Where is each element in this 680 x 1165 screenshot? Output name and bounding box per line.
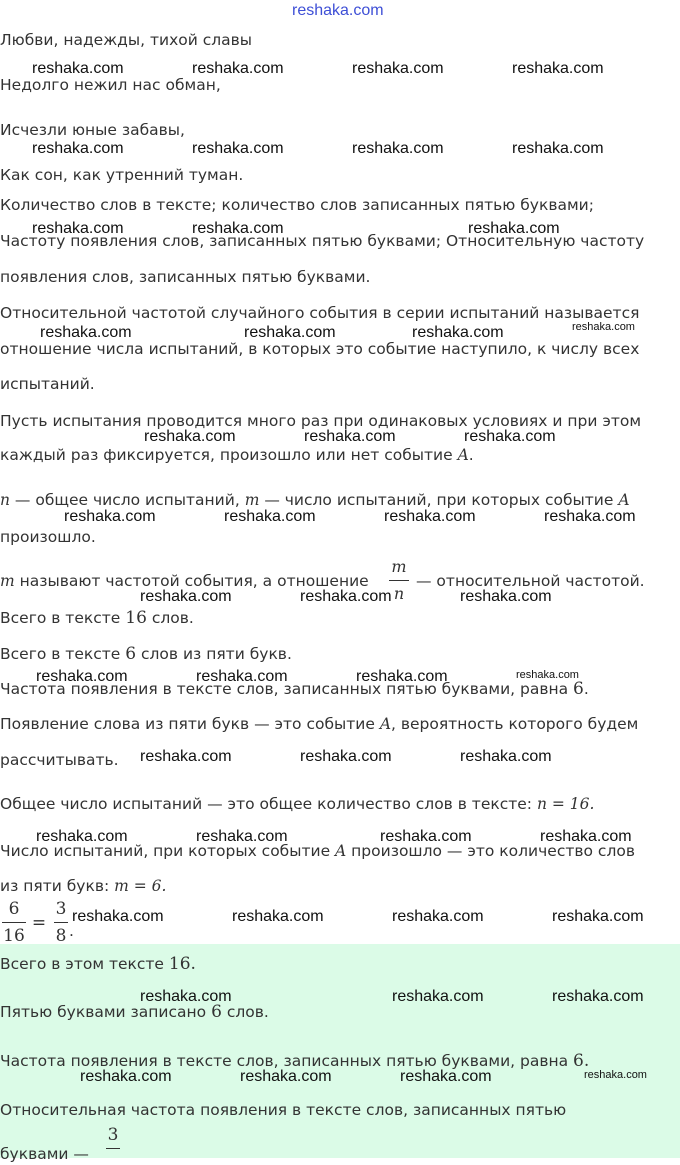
watermark: reshaka.com — [552, 908, 644, 925]
watermark: reshaka.com — [244, 324, 336, 341]
sol-3-num: 6 — [573, 679, 584, 699]
watermark: reshaka.com — [36, 668, 128, 685]
watermark: reshaka.com — [380, 828, 472, 845]
watermark: reshaka.com — [464, 428, 556, 445]
m2-var: m — [0, 572, 15, 590]
watermark: reshaka.com — [300, 748, 392, 765]
watermark: reshaka.com — [64, 508, 156, 525]
frac2-num: 3 — [55, 899, 67, 919]
sol-line-4 — [0, 713, 638, 735]
theory-p1: Пусть испытания проводится много раз при одинаковых условиях и при этом — [0, 412, 642, 430]
m-var: m — [244, 491, 260, 509]
watermark: reshaka.com — [512, 60, 604, 77]
watermark: reshaka.com — [352, 140, 444, 157]
task-line-2: Частоту появления слов, записанных пятью буквами; Относительную частоту — [0, 232, 645, 250]
rel-text: — относительной частотой. — [416, 572, 645, 590]
poem-line-3: Исчезли юные забавы, — [0, 121, 185, 139]
freq-text: называют частотой события, а отношение — [14, 572, 369, 590]
sol-8-text: из пяти букв: — [0, 877, 115, 895]
sol-line-8 — [0, 875, 166, 897]
watermark: reshaka.com — [192, 60, 284, 77]
watermark-small: reshaka.com — [516, 669, 579, 681]
sol-line-6 — [0, 793, 594, 815]
ans-3-text: Частота появления в тексте слов, записанных пятью буквами, равна — [0, 1052, 574, 1070]
frac1-den: 16 — [3, 926, 25, 946]
watermark: reshaka.com — [356, 668, 448, 685]
watermark: reshaka.com — [80, 1068, 172, 1085]
watermark-small: reshaka.com — [584, 1069, 647, 1081]
watermark: reshaka.com — [552, 988, 644, 1005]
watermark: reshaka.com — [32, 140, 124, 157]
ans-3-num: 6. — [573, 1051, 590, 1071]
frac2-bar — [54, 922, 68, 923]
watermark: reshaka.com — [192, 140, 284, 157]
watermark: reshaka.com — [140, 588, 232, 605]
theory-p2-text: каждый раз фиксируется, произошло или нет событие — [0, 446, 453, 464]
sol-4-end: , вероятность которого будем — [391, 715, 639, 733]
a-var: A — [618, 491, 630, 509]
def-line-1: Относительной частотой случайного события в серии испытаний называется — [0, 304, 640, 322]
frac-end: . — [69, 922, 74, 940]
sol-1-num: 16 — [125, 608, 147, 628]
watermark-small: reshaka.com — [572, 321, 635, 333]
sol-4-text: Появление слова из пяти букв — это событие — [0, 715, 380, 733]
watermark: reshaka.com — [304, 428, 396, 445]
task-line-1: Количество слов в тексте; количество слов записанных пятью буквами; — [0, 196, 594, 214]
poem-line-2: Недолго нежил нас обман, — [0, 76, 221, 94]
watermark: reshaka.com — [32, 60, 124, 77]
watermark: reshaka.com — [140, 988, 232, 1005]
watermark: reshaka.com — [384, 508, 476, 525]
watermark-top: reshaka.com — [292, 2, 384, 19]
ans-line-1 — [0, 953, 196, 975]
watermark: reshaka.com — [192, 220, 284, 237]
frac-eq-sign: = — [31, 913, 47, 933]
sol-2-num: 6 — [125, 644, 137, 664]
ans-1-text: Всего в этом тексте — [0, 955, 169, 973]
sol-1-end: слов. — [146, 609, 194, 627]
sol-line-2 — [0, 643, 292, 665]
def-line-2: отношение числа испытаний, в которых это событие наступило, к числу всех — [0, 340, 640, 358]
watermark: reshaka.com — [540, 828, 632, 845]
event-a-var: A — [457, 446, 469, 464]
watermark: reshaka.com — [392, 908, 484, 925]
watermark: reshaka.com — [140, 748, 232, 765]
n-var: n — [0, 491, 10, 509]
sol-2-end: слов из пяти букв. — [136, 645, 292, 663]
theory-happened: произошло. — [0, 528, 96, 546]
sol-4-var: A — [379, 715, 392, 733]
watermark: reshaka.com — [32, 220, 124, 237]
watermark: reshaka.com — [460, 588, 552, 605]
watermark: reshaka.com — [196, 828, 288, 845]
frac-m: m — [391, 557, 407, 576]
ans-2-num: 6 — [211, 1002, 222, 1022]
watermark: reshaka.com — [196, 668, 288, 685]
watermark: reshaka.com — [144, 428, 236, 445]
frac2-den: 8 — [55, 926, 67, 946]
watermark: reshaka.com — [392, 988, 484, 1005]
ans-frac-bar — [106, 1148, 120, 1149]
frac1-bar — [2, 922, 26, 923]
task-line-3: появления слов, записанных пятью буквами. — [0, 268, 371, 286]
ans-line-5: буквами — — [0, 1145, 89, 1163]
ans-2-end: слов. — [221, 1003, 269, 1021]
def-line-3: испытаний. — [0, 375, 95, 393]
sol-7-end: произошло — это количество слов — [346, 842, 635, 860]
poem-line-4: Как сон, как утренний туман. — [0, 166, 244, 184]
watermark: reshaka.com — [468, 220, 560, 237]
sol-3-end: . — [583, 680, 589, 698]
ans-frac-num: 3 — [107, 1125, 119, 1145]
sol-7-text: Число испытаний, при которых событие — [0, 842, 336, 860]
frac-bar-mn — [389, 580, 409, 581]
watermark: reshaka.com — [412, 324, 504, 341]
sol-7-var: A — [335, 842, 347, 860]
watermark: reshaka.com — [36, 828, 128, 845]
n-text: — общее число испытаний, — [9, 491, 245, 509]
watermark: reshaka.com — [544, 508, 636, 525]
sol-line-1 — [0, 607, 194, 629]
sol-6-eq: n = 16. — [536, 795, 595, 813]
sol-2-text: Всего в тексте — [0, 645, 126, 663]
frac-n: n — [393, 584, 405, 603]
m-text: — число испытаний, при которых событие — [259, 491, 619, 509]
theory-p2: каждый раз фиксируется, произошло или нет событие A. — [0, 446, 474, 464]
sol-1-text: Всего в тексте — [0, 609, 126, 627]
watermark: reshaka.com — [300, 588, 392, 605]
sol-8-eq: m = 6. — [114, 877, 167, 895]
watermark: reshaka.com — [512, 140, 604, 157]
ans-line-4: Относительная частота появления в тексте слов, записанных пятью — [0, 1101, 567, 1119]
watermark: reshaka.com — [352, 60, 444, 77]
watermark: reshaka.com — [72, 908, 164, 925]
frac1-num: 6 — [8, 899, 20, 919]
watermark: reshaka.com — [240, 1068, 332, 1085]
sol-line-5: рассчитывать. — [0, 751, 119, 769]
watermark: reshaka.com — [224, 508, 316, 525]
watermark: reshaka.com — [40, 324, 132, 341]
watermark: reshaka.com — [232, 908, 324, 925]
watermark: reshaka.com — [400, 1068, 492, 1085]
watermark: reshaka.com — [460, 748, 552, 765]
ans-2-text: Пятью буквами записано — [0, 1003, 212, 1021]
sol-6-text: Общее число испытаний — это общее количество слов в тексте: — [0, 795, 537, 813]
sol-3-text: Частота появления в тексте слов, записанных пятью буквами, равна — [0, 680, 574, 698]
ans-1-num: 16. — [168, 954, 196, 974]
poem-line-1: Любви, надежды, тихой славы — [0, 31, 253, 49]
